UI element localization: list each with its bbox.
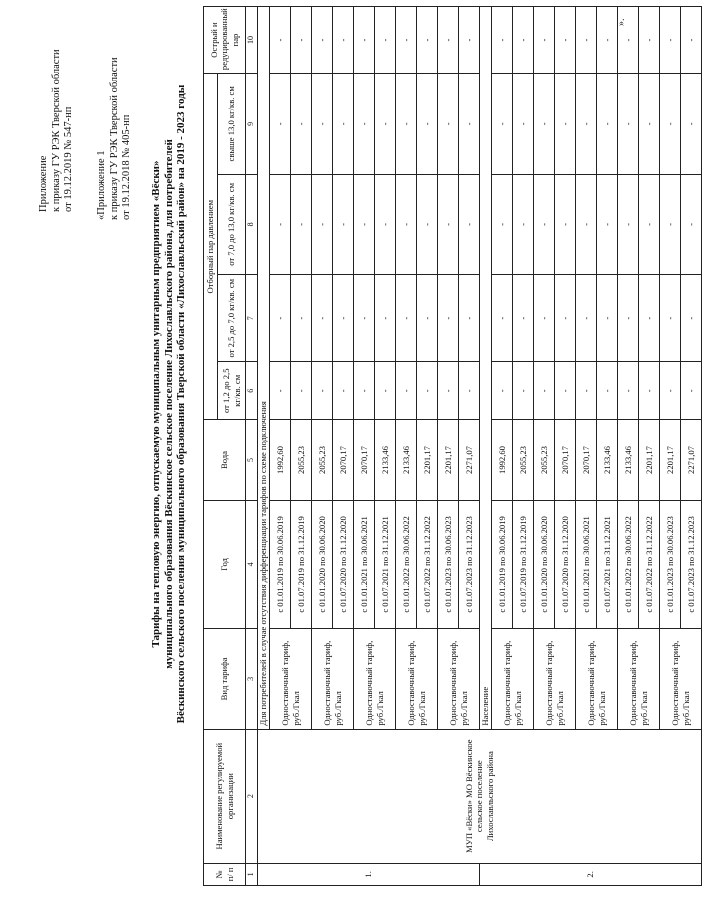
header-row-1 bbox=[204, 7, 218, 886]
period: с 01.07.2020 по 31.12.2020 bbox=[333, 500, 354, 628]
dash-cell: - bbox=[291, 7, 312, 74]
dash-cell: - bbox=[597, 174, 618, 275]
dash-cell: - bbox=[681, 362, 702, 420]
col-header-p3: от 7,0 до 13,0 кг/кв. см bbox=[218, 174, 246, 275]
period: с 01.07.2023 по 31.12.2023 bbox=[459, 500, 480, 628]
dash-cell: - bbox=[291, 362, 312, 420]
dash-cell: - bbox=[333, 362, 354, 420]
dash-cell: - bbox=[459, 275, 480, 362]
water-value: 2271,07 bbox=[459, 420, 480, 500]
dash-cell: - bbox=[681, 174, 702, 275]
col-header-type: Вид тарифа bbox=[204, 629, 246, 730]
dash-cell: - bbox=[270, 362, 291, 420]
col-header-p4: свыше 13,0 кг/кв. см bbox=[218, 74, 246, 175]
dash-cell: - bbox=[354, 174, 375, 275]
dash-cell: - bbox=[660, 362, 681, 420]
tariff-type: Одноставочный тариф, руб./Гкал bbox=[576, 629, 618, 730]
period: с 01.01.2023 по 30.06.2023 bbox=[438, 500, 459, 628]
dash-cell: - bbox=[291, 275, 312, 362]
water-value: 2133,46 bbox=[375, 420, 396, 500]
appendix-header bbox=[38, 49, 76, 212]
period: с 01.01.2022 по 30.06.2022 bbox=[396, 500, 417, 628]
dash-cell: - bbox=[438, 7, 459, 74]
water-value: 2133,46 bbox=[396, 420, 417, 500]
dash-cell: - bbox=[375, 275, 396, 362]
dash-cell: - bbox=[534, 362, 555, 420]
dash-cell: - bbox=[639, 174, 660, 275]
column-number: 8 bbox=[246, 174, 258, 275]
dash-cell: - bbox=[459, 362, 480, 420]
dash-cell: - bbox=[396, 74, 417, 175]
dash-cell: - bbox=[576, 7, 597, 74]
period: с 01.01.2019 по 30.06.2019 bbox=[270, 500, 291, 628]
col-header-sharp-steam: Острый и редуцированный пар bbox=[204, 7, 246, 74]
water-value: 2271,07 bbox=[681, 420, 702, 500]
quote-line: к приказу ГУ РЭК Тверской области bbox=[108, 57, 120, 220]
quote-line: от 19.12.2018 № 405-нп bbox=[121, 114, 132, 220]
dash-cell: - bbox=[618, 362, 639, 420]
dash-cell: - bbox=[513, 362, 534, 420]
section-label: Для потребителей в случае отсутствия дифференциации тарифов по схеме подключения bbox=[258, 7, 270, 730]
dash-cell: - bbox=[555, 275, 576, 362]
column-number: 3 bbox=[246, 629, 258, 730]
water-value: 2201,17 bbox=[660, 420, 681, 500]
dash-cell: - bbox=[534, 7, 555, 74]
dash-cell: - bbox=[438, 362, 459, 420]
period: с 01.07.2023 по 31.12.2023 bbox=[681, 500, 702, 628]
dash-cell: - bbox=[618, 275, 639, 362]
dash-cell: - bbox=[555, 362, 576, 420]
water-value: 2201,17 bbox=[639, 420, 660, 500]
dash-cell: - bbox=[438, 174, 459, 275]
dash-cell: - bbox=[333, 174, 354, 275]
dash-cell: - bbox=[270, 174, 291, 275]
period: с 01.07.2020 по 31.12.2020 bbox=[555, 500, 576, 628]
dash-cell: - bbox=[618, 174, 639, 275]
column-number: 9 bbox=[246, 74, 258, 175]
dash-cell: - bbox=[660, 174, 681, 275]
dash-cell: - bbox=[576, 362, 597, 420]
dash-cell: - bbox=[513, 174, 534, 275]
col-header-steam: Отборный пар давлением bbox=[204, 74, 218, 420]
dash-cell: - bbox=[291, 74, 312, 175]
title-line: Тарифы на тепловую энергию, отпускаемую муниципальным унитарным предприятием «Вёски» bbox=[150, 160, 162, 648]
closing-mark: ». bbox=[616, 18, 627, 26]
appendix-line: Приложение bbox=[38, 155, 49, 212]
column-number: 10 bbox=[246, 7, 258, 74]
row-index: 2. bbox=[480, 863, 702, 885]
col-header-p2: от 2,5 до 7,0 кг/кв. см bbox=[218, 275, 246, 362]
dash-cell: - bbox=[597, 74, 618, 175]
water-value: 2201,17 bbox=[417, 420, 438, 500]
dash-cell: - bbox=[438, 275, 459, 362]
tariff-type: Одноставочный тариф, руб./Гкал bbox=[312, 629, 354, 730]
dash-cell: - bbox=[639, 74, 660, 175]
dash-cell: - bbox=[396, 174, 417, 275]
period: с 01.07.2021 по 31.12.2021 bbox=[597, 500, 618, 628]
dash-cell: - bbox=[492, 174, 513, 275]
dash-cell: - bbox=[459, 174, 480, 275]
quoted-appendix-header bbox=[96, 57, 134, 220]
section-label: Население bbox=[480, 7, 492, 730]
dash-cell: - bbox=[597, 7, 618, 74]
period: с 01.01.2019 по 30.06.2019 bbox=[492, 500, 513, 628]
col-header-year: Год bbox=[204, 500, 246, 628]
column-number: 7 bbox=[246, 275, 258, 362]
water-value: 1992,60 bbox=[492, 420, 513, 500]
water-value: 2070,17 bbox=[576, 420, 597, 500]
dash-cell: - bbox=[660, 7, 681, 74]
period: с 01.07.2019 по 31.12.2019 bbox=[291, 500, 312, 628]
dash-cell: - bbox=[312, 74, 333, 175]
column-number: 1 bbox=[246, 863, 258, 885]
dash-cell: - bbox=[417, 174, 438, 275]
period: с 01.01.2022 по 30.06.2022 bbox=[618, 500, 639, 628]
period: с 01.07.2019 по 31.12.2019 bbox=[513, 500, 534, 628]
water-value: 2055,23 bbox=[513, 420, 534, 500]
quote-line: «Приложение 1 bbox=[96, 150, 107, 220]
dash-cell: - bbox=[681, 275, 702, 362]
dash-cell: - bbox=[459, 7, 480, 74]
dash-cell: - bbox=[639, 362, 660, 420]
dash-cell: - bbox=[597, 275, 618, 362]
dash-cell: - bbox=[534, 74, 555, 175]
dash-cell: - bbox=[270, 74, 291, 175]
period: с 01.01.2020 по 30.06.2020 bbox=[534, 500, 555, 628]
dash-cell: - bbox=[312, 362, 333, 420]
appendix-line: от 19.12.2019 № 547-нп bbox=[63, 106, 74, 212]
water-value: 2055,23 bbox=[312, 420, 333, 500]
dash-cell: - bbox=[270, 7, 291, 74]
dash-cell: - bbox=[534, 174, 555, 275]
dash-cell: - bbox=[555, 7, 576, 74]
tariff-type: Одноставочный тариф, руб./Гкал bbox=[618, 629, 660, 730]
column-number-row bbox=[246, 7, 258, 886]
title-line: муниципального образования Вёскинское сельское поселение Лихославльского района, для потребителей bbox=[162, 139, 175, 669]
dash-cell: - bbox=[396, 362, 417, 420]
dash-cell: - bbox=[417, 275, 438, 362]
tariff-table bbox=[203, 6, 702, 886]
dash-cell: - bbox=[660, 275, 681, 362]
dash-cell: - bbox=[354, 362, 375, 420]
water-value: 2133,46 bbox=[618, 420, 639, 500]
dash-cell: - bbox=[597, 362, 618, 420]
period: с 01.07.2021 по 31.12.2021 bbox=[375, 500, 396, 628]
dash-cell: - bbox=[270, 275, 291, 362]
row-index: 1. bbox=[258, 863, 480, 885]
section-row bbox=[258, 7, 270, 886]
dash-cell: - bbox=[312, 174, 333, 275]
title-line: Вёскинского сельского поселения муниципального образования Тверской области «Лихославльский район» на 2019 - 2023 годы bbox=[175, 84, 188, 724]
period: с 01.07.2022 по 31.12.2022 bbox=[639, 500, 660, 628]
dash-cell: - bbox=[492, 275, 513, 362]
dash-cell: - bbox=[681, 74, 702, 175]
dash-cell: - bbox=[618, 74, 639, 175]
dash-cell: - bbox=[459, 74, 480, 175]
dash-cell: - bbox=[534, 275, 555, 362]
dash-cell: - bbox=[375, 174, 396, 275]
dash-cell: - bbox=[354, 74, 375, 175]
tariff-type: Одноставочный тариф, руб./Гкал bbox=[438, 629, 480, 730]
tariff-type: Одноставочный тариф, руб./Гкал bbox=[270, 629, 312, 730]
water-value: 2070,17 bbox=[555, 420, 576, 500]
dash-cell: - bbox=[375, 362, 396, 420]
dash-cell: - bbox=[396, 7, 417, 74]
tariff-type: Одноставочный тариф, руб./Гкал bbox=[396, 629, 438, 730]
dash-cell: - bbox=[513, 74, 534, 175]
water-value: 2201,17 bbox=[438, 420, 459, 500]
period: с 01.01.2020 по 30.06.2020 bbox=[312, 500, 333, 628]
dash-cell: - bbox=[513, 275, 534, 362]
dash-cell: - bbox=[417, 7, 438, 74]
dash-cell: - bbox=[375, 7, 396, 74]
appendix-line: к приказу ГУ РЭК Тверской области bbox=[50, 49, 62, 212]
dash-cell: - bbox=[291, 174, 312, 275]
column-number: 4 bbox=[246, 500, 258, 628]
dash-cell: - bbox=[681, 7, 702, 74]
dash-cell: - bbox=[354, 275, 375, 362]
col-header-p1: от 1,2 до 2,5 кг/кв. см bbox=[218, 362, 246, 420]
water-value: 1992,60 bbox=[270, 420, 291, 500]
column-number: 6 bbox=[246, 362, 258, 420]
tariff-type: Одноставочный тариф, руб./Гкал bbox=[354, 629, 396, 730]
dash-cell: - bbox=[312, 7, 333, 74]
column-number: 2 bbox=[246, 729, 258, 863]
period: с 01.01.2021 по 30.06.2021 bbox=[354, 500, 375, 628]
water-value: 2070,17 bbox=[333, 420, 354, 500]
dash-cell: - bbox=[438, 74, 459, 175]
tariff-type: Одноставочный тариф, руб./Гкал bbox=[660, 629, 702, 730]
dash-cell: - bbox=[492, 7, 513, 74]
dash-cell: - bbox=[555, 174, 576, 275]
dash-cell: - bbox=[333, 7, 354, 74]
dash-cell: - bbox=[492, 362, 513, 420]
document-title bbox=[150, 54, 188, 754]
dash-cell: - bbox=[639, 275, 660, 362]
dash-cell: - bbox=[660, 74, 681, 175]
water-value: 2055,23 bbox=[534, 420, 555, 500]
dash-cell: - bbox=[618, 7, 639, 74]
water-value: 2133,46 bbox=[597, 420, 618, 500]
organization-name: МУП «Вёски» МО Вёскинское сельское поселение Лихославльского района bbox=[258, 729, 702, 863]
period: с 01.01.2021 по 30.06.2021 bbox=[576, 500, 597, 628]
dash-cell: - bbox=[396, 275, 417, 362]
dash-cell: - bbox=[333, 74, 354, 175]
dash-cell: - bbox=[513, 7, 534, 74]
col-header-num: № п/ п bbox=[204, 863, 246, 885]
tariff-type: Одноставочный тариф, руб./Гкал bbox=[534, 629, 576, 730]
dash-cell: - bbox=[333, 275, 354, 362]
tariff-type: Одноставочный тариф, руб./Гкал bbox=[492, 629, 534, 730]
column-number: 5 bbox=[246, 420, 258, 500]
col-header-org: Наименование регулируемой организации bbox=[204, 729, 246, 863]
dash-cell: - bbox=[576, 275, 597, 362]
dash-cell: - bbox=[375, 74, 396, 175]
water-value: 2070,17 bbox=[354, 420, 375, 500]
dash-cell: - bbox=[417, 74, 438, 175]
period: с 01.07.2022 по 31.12.2022 bbox=[417, 500, 438, 628]
period: с 01.01.2023 по 30.06.2023 bbox=[660, 500, 681, 628]
dash-cell: - bbox=[354, 7, 375, 74]
dash-cell: - bbox=[576, 74, 597, 175]
dash-cell: - bbox=[555, 74, 576, 175]
dash-cell: - bbox=[576, 174, 597, 275]
dash-cell: - bbox=[417, 362, 438, 420]
dash-cell: - bbox=[312, 275, 333, 362]
water-value: 2055,23 bbox=[291, 420, 312, 500]
dash-cell: - bbox=[492, 74, 513, 175]
col-header-water: Вода bbox=[204, 420, 246, 500]
dash-cell: - bbox=[639, 7, 660, 74]
